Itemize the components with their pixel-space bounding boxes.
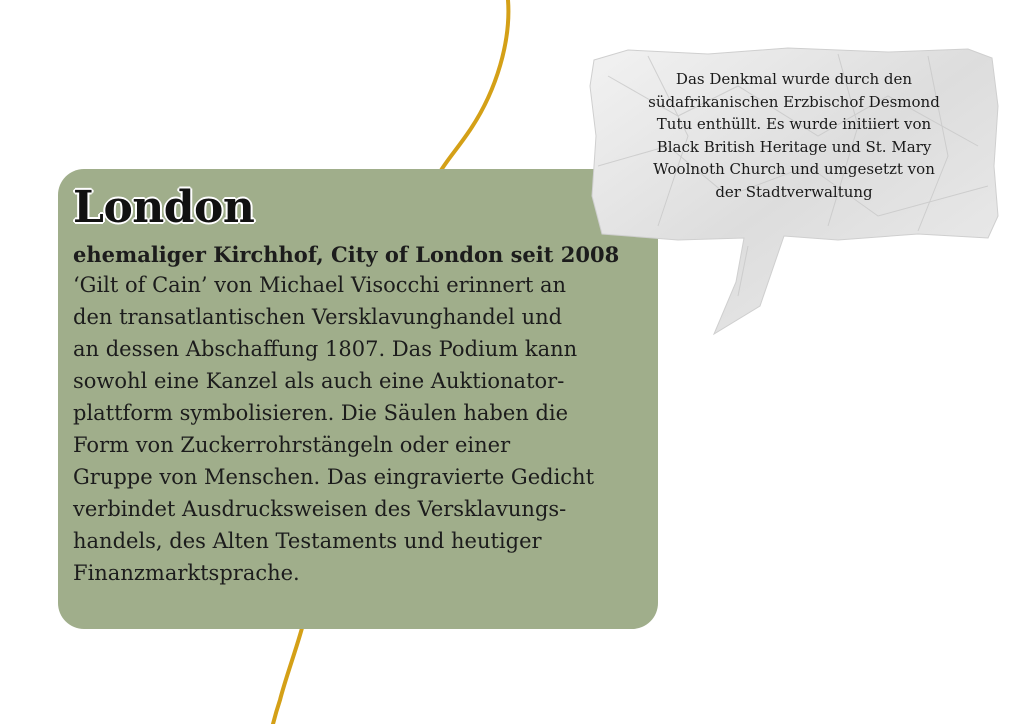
card-body-line: sowohl eine Kanzel als auch eine Auktionator- — [73, 369, 565, 393]
card-body-line: plattform symbolisieren. Die Säulen haben die — [73, 401, 569, 425]
card-body-line: Gruppe von Menschen. Das eingravierte Gedicht — [73, 465, 595, 489]
bubble-text-line: der Stadtverwaltung — [715, 182, 873, 201]
card-body — [73, 269, 658, 589]
bubble-text-line: Black British Heritage und St. Mary — [656, 137, 932, 156]
london-info-card — [58, 169, 658, 629]
card-subtitle: ehemaliger Kirchhof, City of London seit 2008 — [73, 242, 620, 267]
card-body-line: verbindet Ausdrucksweisen des Versklavungs- — [73, 497, 567, 521]
card-body-line: den transatlantischen Versklavunghandel und — [73, 305, 563, 329]
card-body-line: ‘Gilt of Cain’ von Michael Visocchi erinnert an — [73, 273, 567, 297]
card-body-line: Finanzmarktsprache. — [73, 561, 300, 585]
bubble-text-line: Woolnoth Church und umgesetzt von — [653, 160, 935, 178]
bubble-text-line: Das Denkmal wurde durch den — [675, 70, 913, 88]
card-body-line: handels, des Alten Testaments und heutiger — [73, 529, 542, 553]
speech-bubble-text — [588, 68, 1000, 203]
bubble-text-line: Tutu enthüllt. Es wurde initiiert von — [656, 115, 932, 133]
card-body-line: an dessen Abschaffung 1807. Das Podium kann — [73, 337, 578, 361]
card-title: London — [73, 182, 255, 233]
speech-bubble — [588, 46, 1000, 336]
card-body-line: Form von Zuckerrohrstängeln oder einer — [73, 433, 511, 457]
bubble-text-line: südafrikanischen Erzbischof Desmond — [648, 92, 940, 111]
